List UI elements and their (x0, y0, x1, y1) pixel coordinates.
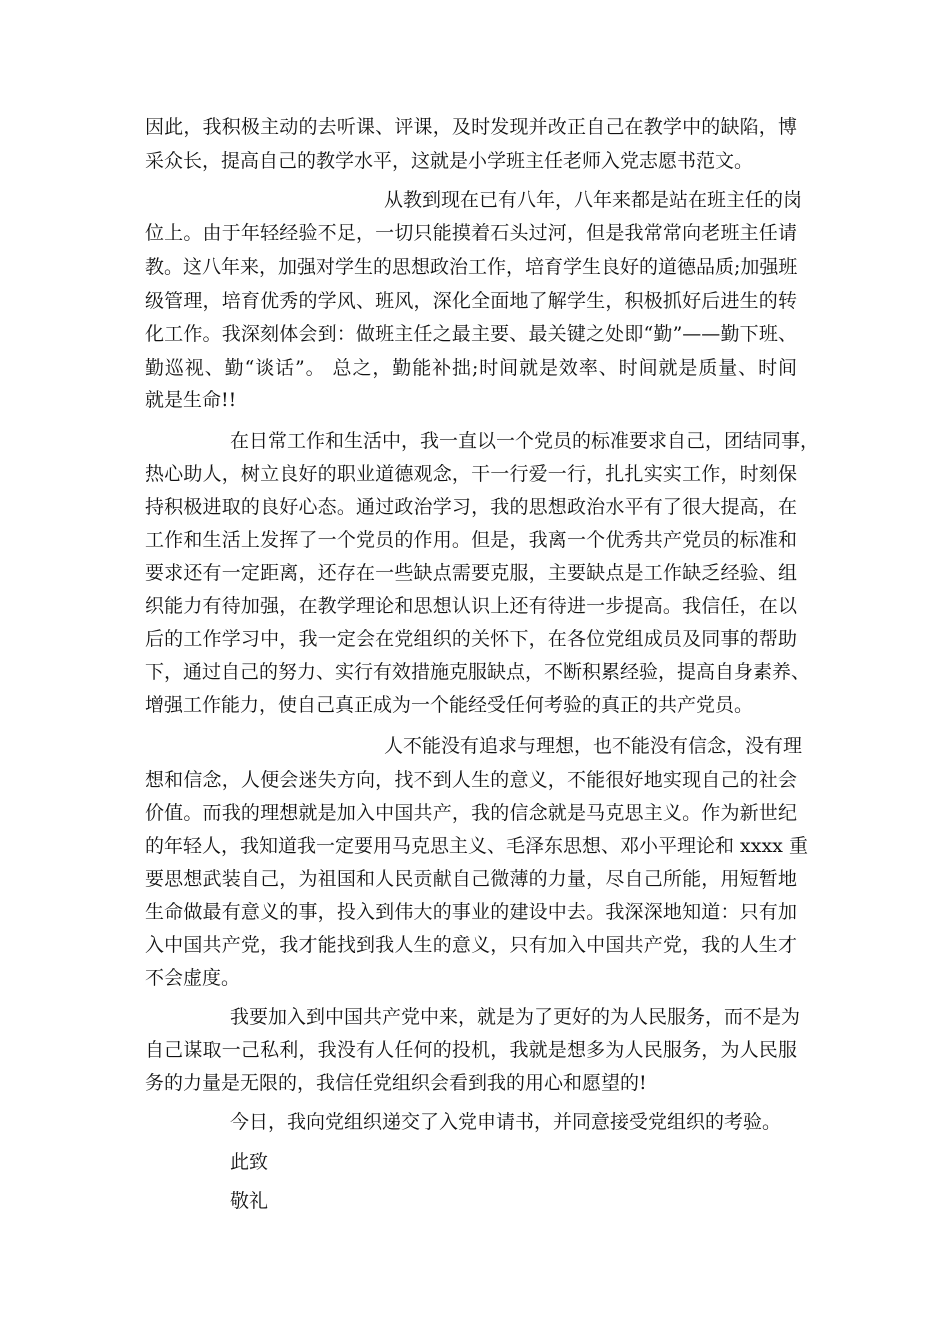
text-line: 勤巡视、勤“谈话”。 总之，勤能补拙;时间就是效率、时间就是质量、时间 (145, 357, 797, 379)
text-line: 化工作。我深刻体会到：做班主任之最主要、最关键之处即“勤”——勤下班、 (145, 323, 797, 345)
text-line: 价值。而我的理想就是加入中国共产，我的信念就是马克思主义。作为新世纪 (145, 802, 797, 824)
text-line: 务的力量是无限的，我信任党组织会看到我的用心和愿望的! (145, 1072, 647, 1094)
text-line: 在日常工作和生活中，我一直以一个党员的标准要求自己，团结同事， (230, 430, 820, 452)
text-line: 级管理，培育优秀的学风、班风，深化全面地了解学生，积极抓好后进生的转 (145, 290, 797, 312)
text-line: 入中国共产党，我才能找到我人生的意义，只有加入中国共产党，我的人生才 (145, 934, 797, 956)
closing-regards: 敬礼 (230, 1190, 269, 1212)
text-line: 要求还有一定距离，还存在一些缺点需要克服，主要缺点是工作缺乏经验、组 (145, 562, 797, 584)
text-line: 的年轻人，我知道我一定要用马克思主义、毛泽东思想、邓小平理论和 xxxx 重 (145, 835, 808, 857)
text-line: 要思想武装自己，为祖国和人民贡献自己微薄的力量，尽自己所能，用短暂地 (145, 868, 797, 890)
text-line: 从教到现在已有八年，八年来都是站在班主任的岗 (384, 189, 803, 211)
text-line: 位上。由于年轻经验不足，一切只能摸着石头过河，但是我常常向老班主任请 (145, 222, 797, 244)
submission-statement: 今日，我向党组织递交了入党申请书，并同意接受党组织的考验。 (230, 1111, 782, 1133)
text-line: 工作和生活上发挥了一个党员的作用。但是，我离一个优秀共产党员的标准和 (145, 529, 797, 551)
text-line: 教。这八年来，加强对学生的思想政治工作，培育学生良好的道德品质;加强班 (145, 256, 798, 278)
text-line: 织能力有待加强，在教学理论和思想认识上还有待进一步提高。我信任，在以 (145, 595, 797, 617)
text-line: 不会虚度。 (145, 967, 241, 989)
text-line: 我要加入到中国共产党中来，就是为了更好的为人民服务，而不是为 (230, 1006, 801, 1028)
text-line: 持积极进取的良好心态。通过政治学习，我的思想政治水平有了很大提高，在 (145, 496, 797, 518)
text-line: 想和信念，人便会迷失方向，找不到人生的意义，不能很好地实现自己的社会 (145, 769, 797, 791)
text-line: 采众长，提高自己的教学水平，这就是小学班主任老师入党志愿书范文。 (145, 150, 754, 172)
text-line: 后的工作学习中，我一定会在党组织的关怀下，在各位党组成员及同事的帮助 (145, 628, 797, 650)
text-line: 人不能没有追求与理想，也不能没有信念，没有理 (384, 735, 803, 757)
closing-salutation: 此致 (230, 1151, 269, 1173)
text-line: 就是生命!! (145, 389, 237, 411)
text-line: 热心助人，树立良好的职业道德观念，干一行爱一行，扎扎实实工作，时刻保 (145, 463, 797, 485)
text-line: 增强工作能力，使自己真正成为一个能经受任何考验的真正的共产党员。 (145, 694, 754, 716)
text-line: 自己谋取一己私利，我没有人任何的投机，我就是想多为人民服务，为人民服 (145, 1039, 797, 1061)
text-line: 下，通过自己的努力、实行有效措施克服缺点，不断积累经验，提高自身素养、 (145, 661, 811, 683)
text-line: 因此，我积极主动的去听课、评课，及时发现并改正自己在教学中的缺陷，博 (145, 116, 797, 138)
text-line: 生命做最有意义的事，投入到伟大的事业的建设中去。我深深地知道：只有加 (145, 901, 797, 923)
